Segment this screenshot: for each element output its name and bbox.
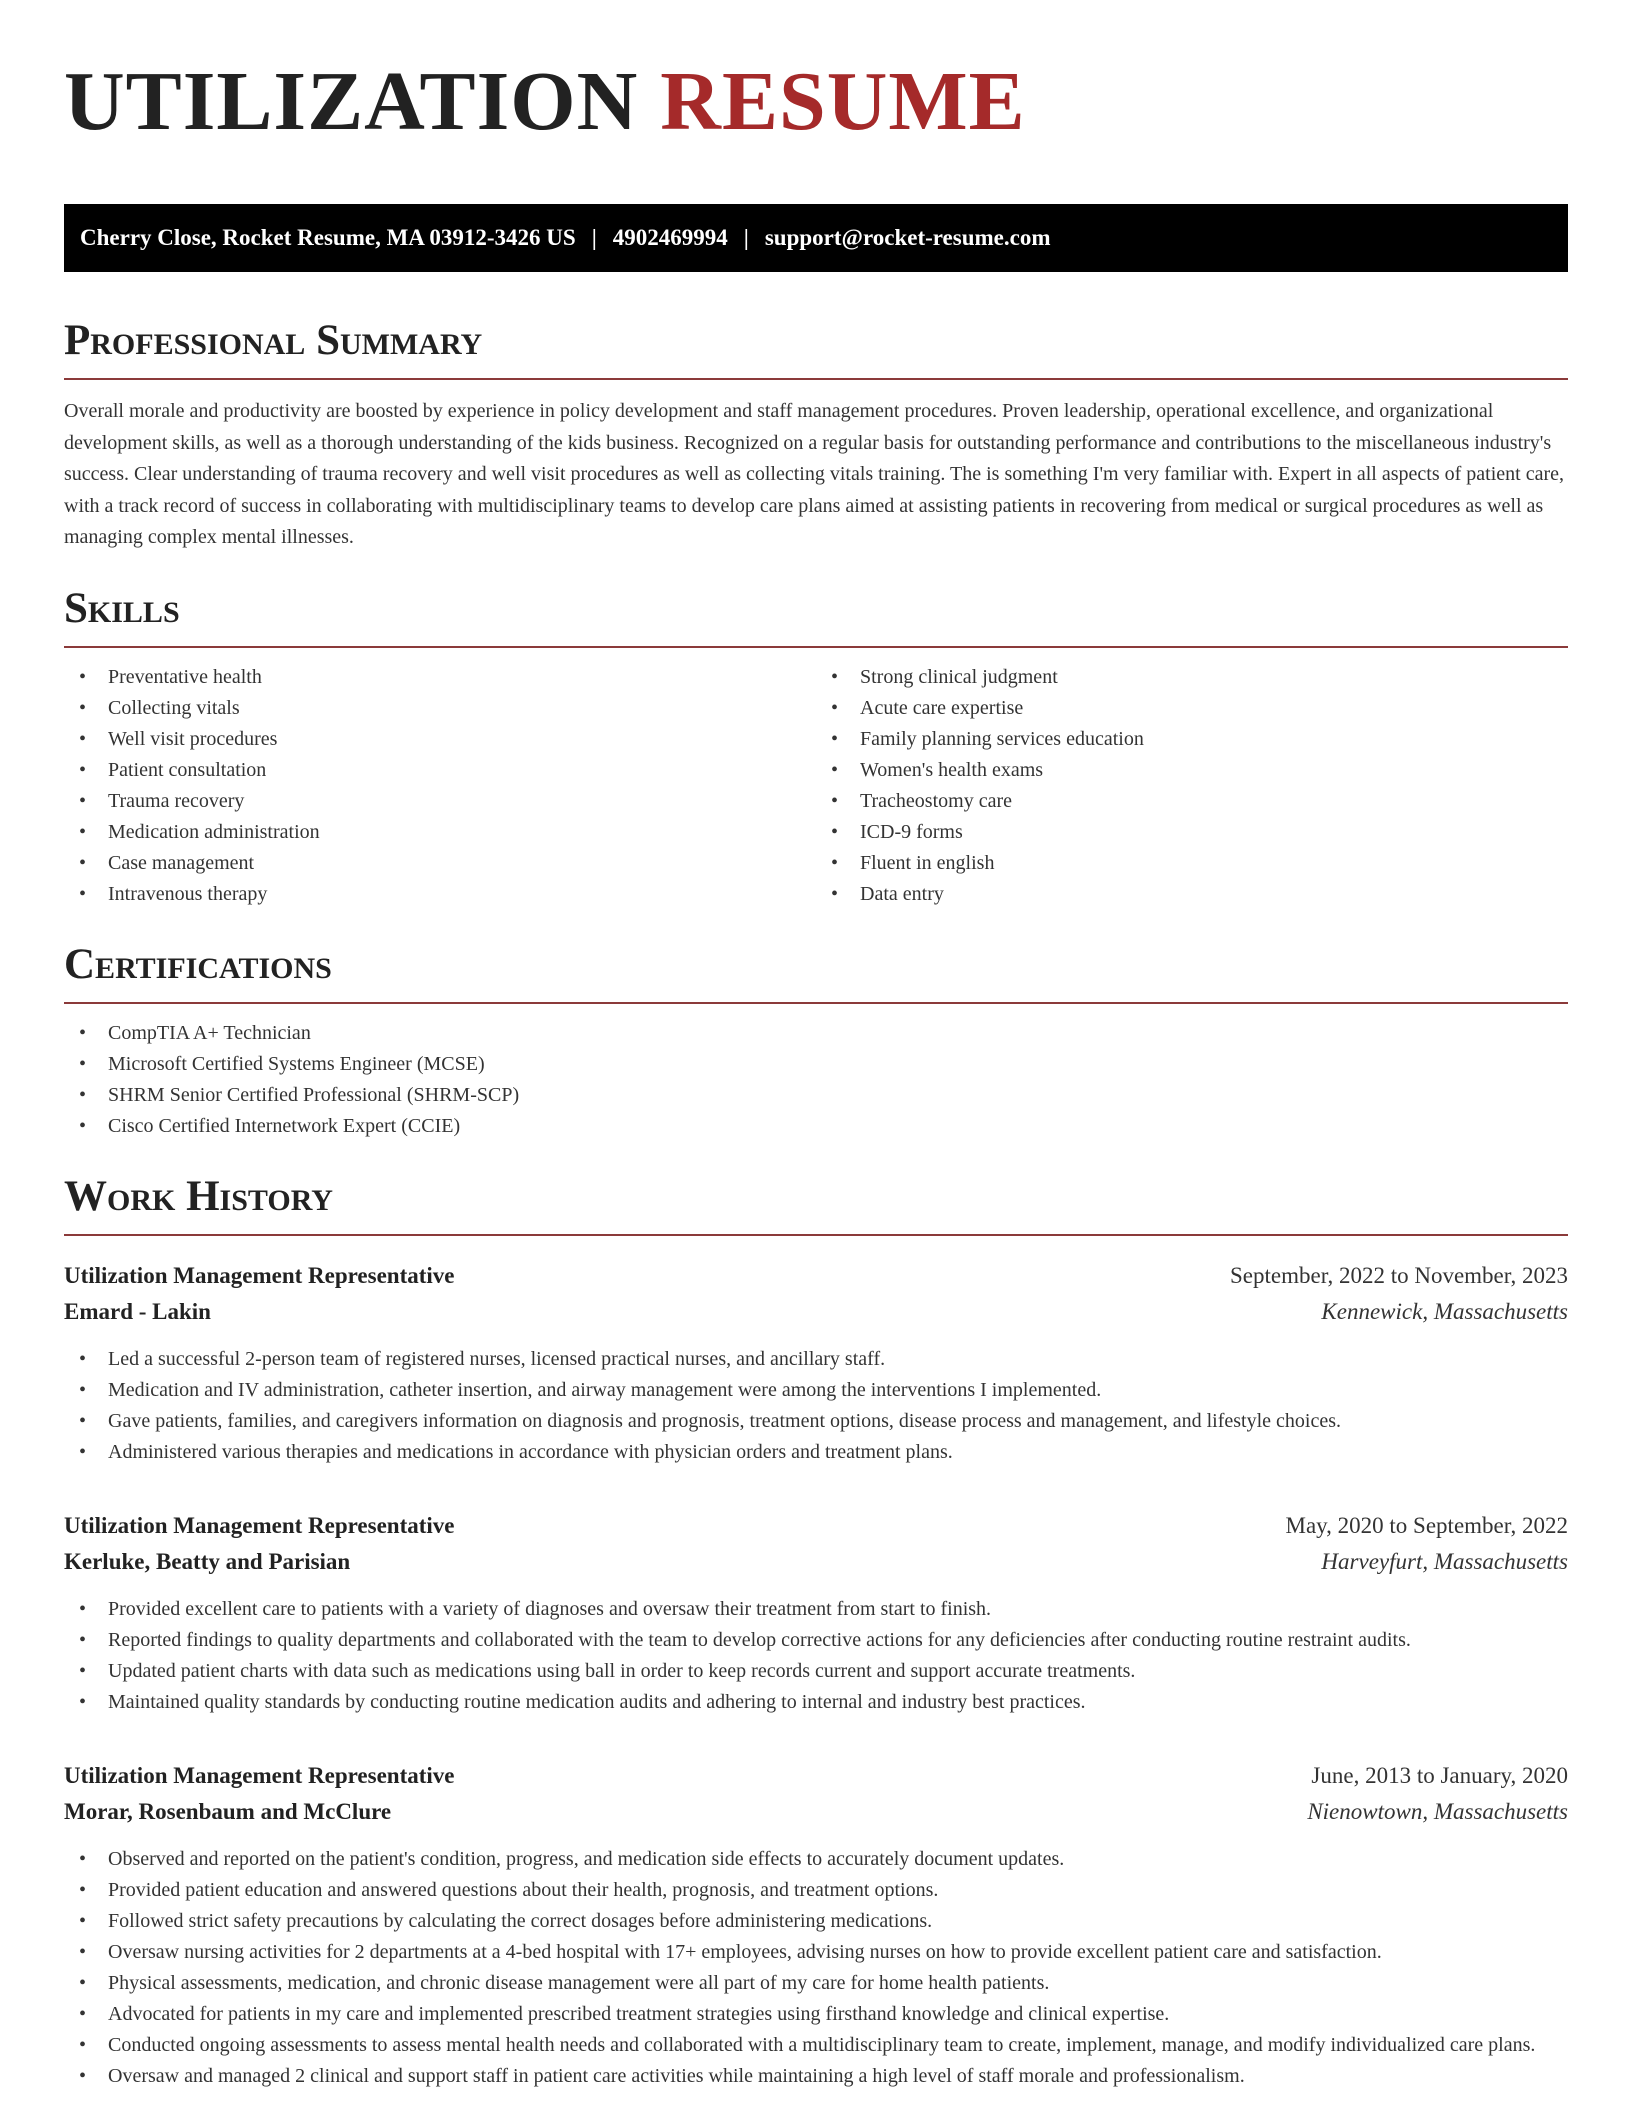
job-title: Utilization Management Representative (64, 1512, 455, 1538)
job-title: Utilization Management Representative (64, 1762, 455, 1788)
job-company: Kerluke, Beatty and Parisian (64, 1548, 351, 1574)
job-company-row (64, 1294, 1568, 1330)
job-company: Emard - Lakin (64, 1298, 211, 1324)
skill-item: • Patient consultation (64, 755, 816, 786)
work-history-heading: Work History (64, 1172, 1568, 1236)
job-entry (64, 1258, 1568, 1468)
job-duty-item: • Administered various therapies and medications in accordance with physician orders and treatment plans. (64, 1437, 1568, 1468)
skill-item: • Medication administration (64, 817, 816, 848)
job-title-row (64, 1758, 1568, 1794)
job-dates: September, 2022 to November, 2023 (1230, 1262, 1568, 1288)
summary-text: Overall morale and productivity are boosted by experience in policy development and staff management procedures. Proven leadership, operational excellence, and organizational development skills, as well as a thorough understanding of the kids business. Recognized on a regular basis for outstanding performance and contributions to the miscellaneous industry's success. Clear understanding of trauma recovery and well visit procedures as well as collecting vitals training. The is something I'm very familiar with. Expert in all aspects of patient care, with a track record of success in collaborating with multidisciplinary teams to develop care plans aimed at assisting patients in recovering from medical or surgical procedures as well as managing complex mental illnesses. (64, 400, 1564, 548)
job-duty-item: • Updated patient charts with data such as medications using ball in order to keep records current and support accurate treatments. (64, 1656, 1568, 1687)
skill-item: • Acute care expertise (816, 693, 1568, 724)
job-title-row (64, 1508, 1568, 1544)
skill-item: • Strong clinical judgment (816, 662, 1568, 693)
contact-bar (64, 204, 1568, 272)
job-duty-item: • Medication and IV administration, catheter insertion, and airway management were among the interventions I implemented. (64, 1375, 1568, 1406)
certification-item: • Cisco Certified Internetwork Expert (CCIE) (64, 1111, 1568, 1142)
job-duties-list (64, 1594, 1568, 1718)
job-duty-item: • Provided excellent care to patients with a variety of diagnoses and oversaw their treatment from start to finish. (64, 1594, 1568, 1625)
work-history-section (64, 1172, 1568, 2092)
job-location: Nienowtown, Massachusetts (1307, 1798, 1568, 1824)
summary-heading: Professional Summary (64, 316, 1568, 380)
contact-separator: | (743, 225, 749, 250)
job-dates: June, 2013 to January, 2020 (1311, 1762, 1568, 1788)
title-main: UTILIZATION (64, 55, 639, 148)
skill-item: • Data entry (816, 879, 1568, 910)
job-dates: May, 2020 to September, 2022 (1285, 1512, 1568, 1538)
skill-item: • Collecting vitals (64, 693, 816, 724)
job-duty-item: • Maintained quality standards by conducting routine medication audits and adhering to internal and industry best practices. (64, 1687, 1568, 1718)
title-accent: RESUME (660, 55, 1026, 148)
job-duties-list (64, 1844, 1568, 2092)
contact-separator: | (591, 225, 597, 250)
skill-item: • Family planning services education (816, 724, 1568, 755)
job-duty-item: • Led a successful 2-person team of registered nurses, licensed practical nurses, and ancillary staff. (64, 1344, 1568, 1375)
skill-item: • Intravenous therapy (64, 879, 816, 910)
skills-heading: Skills (64, 584, 1568, 648)
skill-item: • Case management (64, 848, 816, 879)
skill-item: • Tracheostomy care (816, 786, 1568, 817)
job-duty-item: • Oversaw nursing activities for 2 departments at a 4-bed hospital with 17+ employees, advising nurses on how to provide excellent patient care and satisfaction. (64, 1937, 1568, 1968)
job-location: Kennewick, Massachusetts (1321, 1298, 1568, 1324)
skills-list-left (64, 662, 816, 910)
job-duty-item: • Conducted ongoing assessments to assess mental health needs and collaborated with a multidisciplinary team to create, implement, manage, and modify individualized care plans. (64, 2030, 1568, 2061)
skill-item: • ICD-9 forms (816, 817, 1568, 848)
skills-section (64, 584, 1568, 910)
skill-item: • Preventative health (64, 662, 816, 693)
job-company-row (64, 1794, 1568, 1830)
contact-phone[interactable]: 4902469994 (612, 225, 728, 250)
skills-list-right (816, 662, 1568, 910)
job-duty-item: • Physical assessments, medication, and chronic disease management were all part of my care for home health patients. (64, 1968, 1568, 1999)
skill-item: • Women's health exams (816, 755, 1568, 786)
job-duty-item: • Reported findings to quality departments and collaborated with the team to develop corrective actions for any deficiencies after conducting routine restraint audits. (64, 1625, 1568, 1656)
certifications-heading: Certifications (64, 940, 1568, 1004)
summary-section (64, 316, 1568, 554)
certification-item: • CompTIA A+ Technician (64, 1018, 1568, 1049)
skills-columns (64, 662, 1568, 910)
contact-address: Cherry Close, Rocket Resume, MA 03912-3426 US (80, 225, 576, 250)
job-duty-item: • Provided patient education and answered questions about their health, prognosis, and treatment options. (64, 1875, 1568, 1906)
job-duties-list (64, 1344, 1568, 1468)
job-duty-item: • Gave patients, families, and caregivers information on diagnosis and prognosis, treatment options, disease process and management, and lifestyle choices. (64, 1406, 1568, 1437)
job-title-row (64, 1258, 1568, 1294)
job-duty-item: • Advocated for patients in my care and implemented prescribed treatment strategies using firsthand knowledge and clinical expertise. (64, 1999, 1568, 2030)
skill-item: • Well visit procedures (64, 724, 816, 755)
certifications-section (64, 940, 1568, 1142)
certifications-list (64, 1018, 1568, 1142)
certification-item: • Microsoft Certified Systems Engineer (MCSE) (64, 1049, 1568, 1080)
work-history-list (64, 1258, 1568, 2092)
job-title: Utilization Management Representative (64, 1262, 455, 1288)
job-entry (64, 1758, 1568, 2092)
job-location: Harveyfurt, Massachusetts (1321, 1548, 1568, 1574)
job-entry (64, 1508, 1568, 1718)
skill-item: • Fluent in english (816, 848, 1568, 879)
job-duty-item: • Observed and reported on the patient's condition, progress, and medication side effects to accurately document updates. (64, 1844, 1568, 1875)
job-duty-item: • Oversaw and managed 2 clinical and support staff in patient care activities while maintaining a high level of staff morale and professionalism. (64, 2061, 1568, 2092)
contact-email[interactable]: support@rocket-resume.com (764, 225, 1051, 250)
job-company-row (64, 1544, 1568, 1580)
resume-title (64, 52, 1568, 176)
job-company: Morar, Rosenbaum and McClure (64, 1798, 392, 1824)
job-duty-item: • Followed strict safety precautions by calculating the correct dosages before administering medications. (64, 1906, 1568, 1937)
certification-item: • SHRM Senior Certified Professional (SHRM-SCP) (64, 1080, 1568, 1111)
skill-item: • Trauma recovery (64, 786, 816, 817)
